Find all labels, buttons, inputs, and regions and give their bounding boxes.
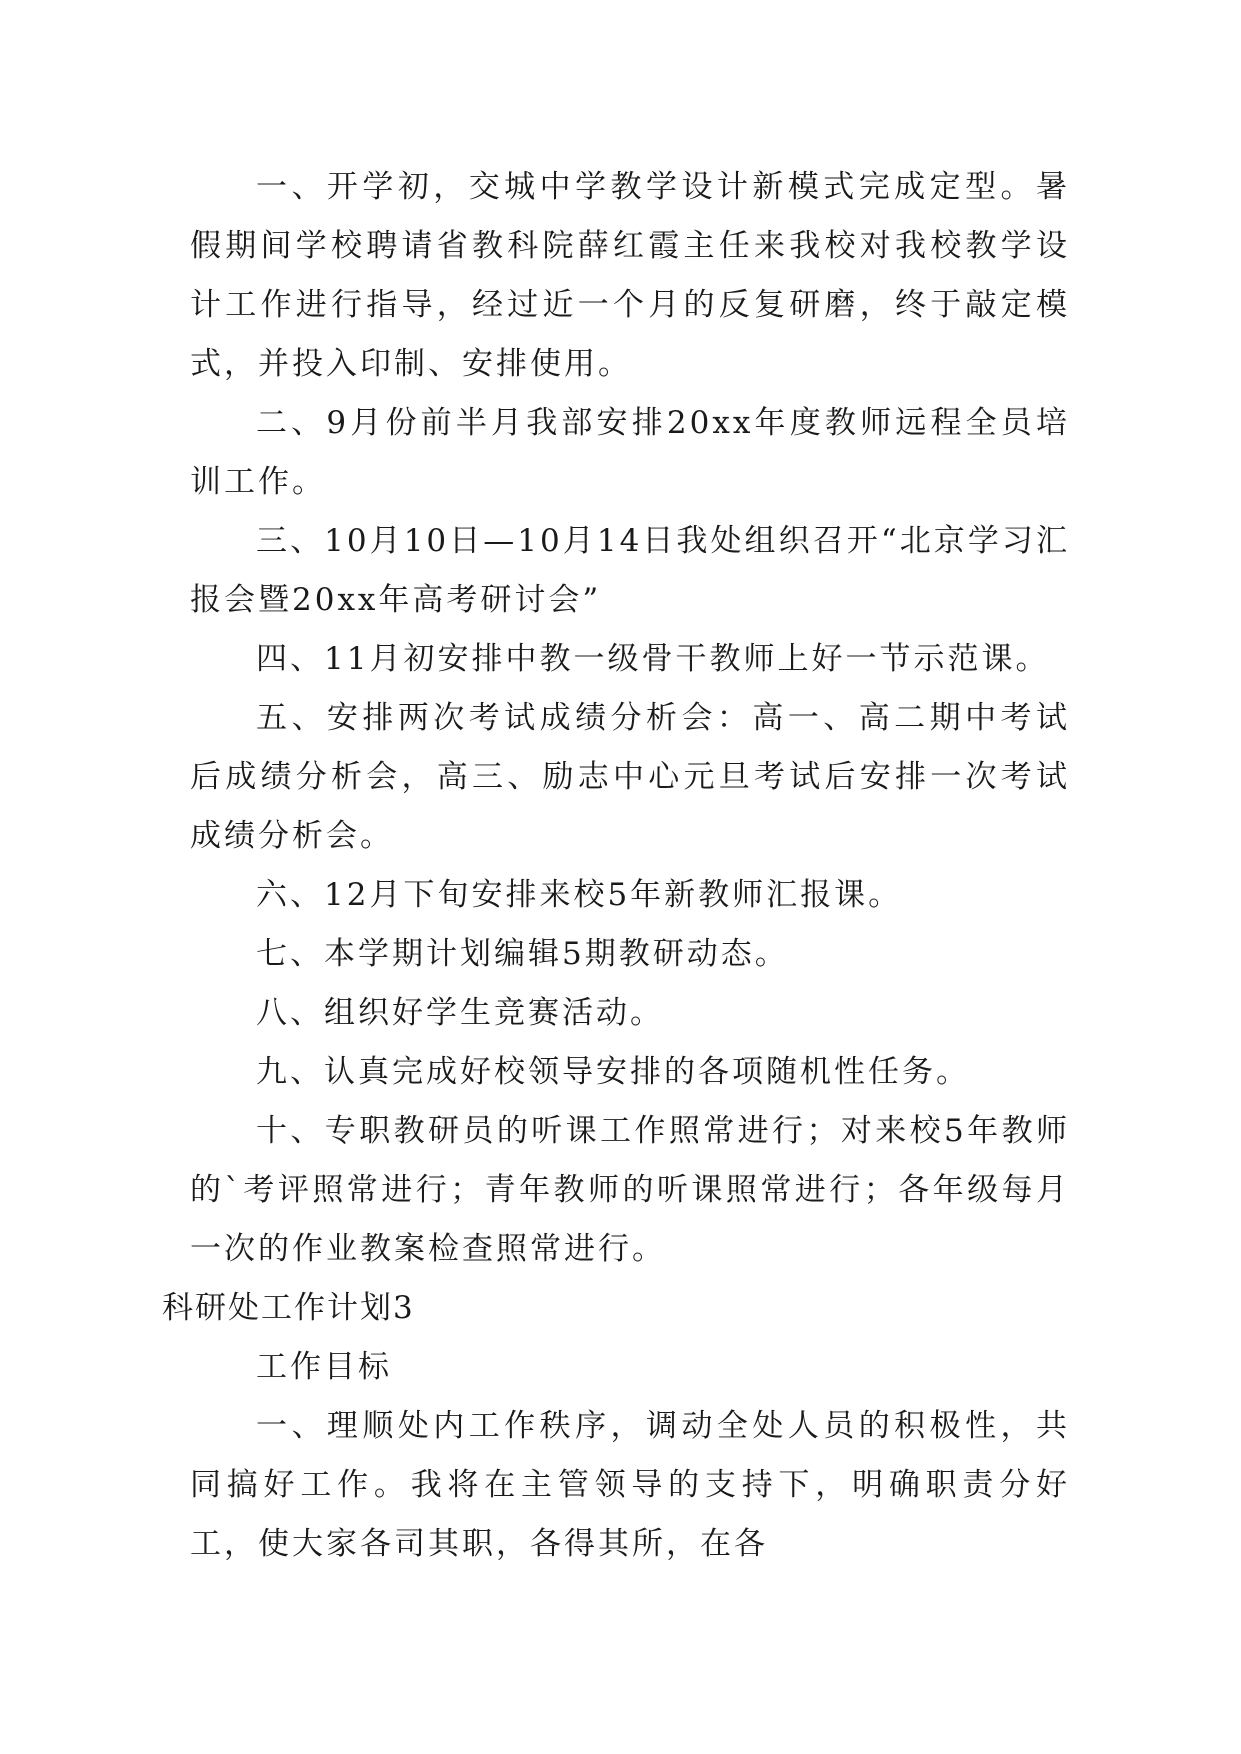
paragraph-7: 七、本学期计划编辑5期教研动态。 — [256, 936, 789, 972]
paragraph-5: 五、安排两次考试成绩分析会：高一、高二期中考试后成绩分析会，高三、励志中心元旦考试后安排一次考试成绩分析会。 — [190, 700, 1070, 854]
document-body — [162, 158, 1070, 1574]
paragraph-2: 二、9月份前半月我部安排20xx年度教师远程全员培训工作。 — [190, 405, 1070, 500]
paragraph-4: 四、11月初安排中教一级骨干教师上好一节示范课。 — [256, 641, 1050, 677]
section-paragraph-1: 一、理顺处内工作秩序，调动全处人员的积极性，共同搞好工作。我将在主管领导的支持下，明确职责分好工，使大家各司其职，各得其所，在各 — [190, 1408, 1070, 1562]
paragraph-1: 一、开学初，交城中学教学设计新模式完成定型。暑假期间学校聘请省教科院薛红霞主任来我校对我校教学设计工作进行指导，经过近一个月的反复研磨，终于敲定模式，并投入印制、安排使用。 — [190, 169, 1070, 382]
paragraph-9: 九、认真完成好校领导安排的各项随机性任务。 — [256, 1054, 970, 1090]
paragraph-10: 十、专职教研员的听课工作照常进行；对来校5年教师的`考评照常进行；青年教师的听课照常进行；各年级每月一次的作业教案检查照常进行。 — [190, 1113, 1070, 1267]
paragraph-8: 八、组织好学生竞赛活动。 — [256, 995, 664, 1031]
section-heading: 科研处工作计划3 — [162, 1290, 415, 1326]
paragraph-3: 三、10月10日—10月14日我处组织召开“北京学习汇报会暨20xx年高考研讨会” — [190, 523, 1070, 618]
section-subheading: 工作目标 — [256, 1349, 392, 1385]
paragraph-6: 六、12月下旬安排来校5年新教师汇报课。 — [256, 877, 903, 913]
